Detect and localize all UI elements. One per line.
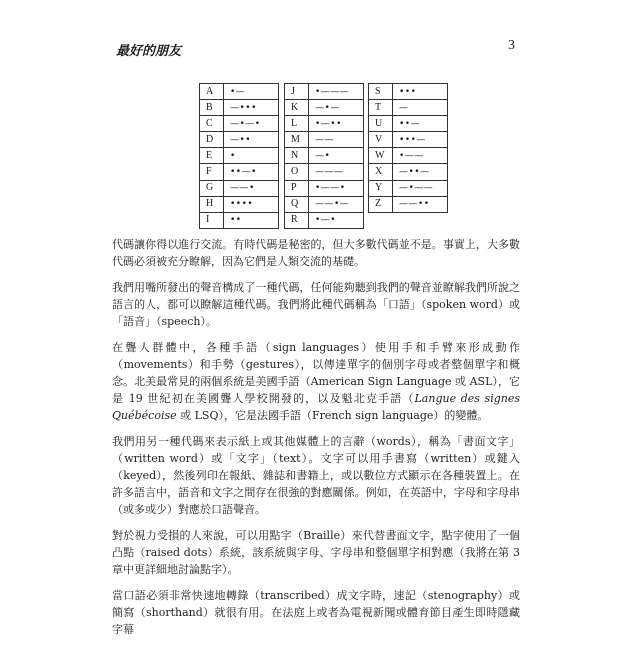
morse-code: ••—•	[224, 164, 279, 180]
morse-letter: L	[285, 116, 309, 132]
page-number: 3	[508, 38, 515, 53]
morse-code: •	[224, 148, 279, 164]
paragraph-written-word: 我們用另一種代碼來表示紙上或其他媒體上的言辭（words），稱為「書面文字」（written word）或「文字」（text）。文字可以用手書寫（written）或鍵入（keyed），然後列印在報紙、雜誌和書籍上，或以數位方式顯示在各種裝置上。在許多語言中，語音和文字之間存在很強的對應關係。例如，在英語中，字母和字母串（或多或少）對應於口語聲音。	[112, 435, 520, 516]
morse-letter: G	[200, 180, 224, 196]
morse-row	[285, 212, 364, 228]
morse-code: —•——	[393, 180, 448, 196]
morse-code: —•—	[309, 100, 364, 116]
morse-code: —•	[309, 148, 364, 164]
morse-letter: Q	[285, 196, 309, 212]
lsq-name-italic: Langue des signes Québécoise	[112, 392, 520, 422]
morse-row	[285, 164, 364, 180]
morse-code: —••	[224, 132, 279, 148]
morse-letter: Y	[369, 180, 393, 196]
morse-letter: K	[285, 100, 309, 116]
morse-table-j-r	[284, 83, 364, 229]
morse-table-s-z	[368, 83, 448, 213]
morse-letter: A	[200, 84, 224, 100]
morse-row	[285, 100, 364, 116]
morse-letter: P	[285, 180, 309, 196]
morse-code: —•—•	[224, 116, 279, 132]
body-text	[112, 236, 520, 647]
morse-letter: F	[200, 164, 224, 180]
morse-row	[200, 116, 279, 132]
paragraph-spoken-word: 我們用嘴所發出的聲音構成了一種代碼，任何能夠聽到我們的聲音並瞭解我們所說之語言的人，都可以瞭解這種代碼。我們將此種代碼稱為「口語」（spoken word）或「語音」（speech）。	[112, 281, 520, 328]
morse-letter: C	[200, 116, 224, 132]
morse-letter: D	[200, 132, 224, 148]
paragraph-stenography: 當口語必須非常快速地轉錄（transcribed）成文字時，速記（stenography）或簡寫（shorthand）就很有用。在法庭上或者為電視新聞或體育節目產生即時隱藏字幕	[112, 589, 520, 636]
morse-row	[369, 116, 448, 132]
morse-row	[200, 196, 279, 212]
morse-code: •——	[393, 148, 448, 164]
morse-code: •—	[224, 84, 279, 100]
morse-row	[200, 212, 279, 228]
morse-code: •—•	[309, 212, 364, 228]
morse-letter: J	[285, 84, 309, 100]
morse-code: •••	[393, 84, 448, 100]
morse-letter: S	[369, 84, 393, 100]
morse-code: —	[393, 100, 448, 116]
morse-row	[200, 180, 279, 196]
morse-letter: V	[369, 132, 393, 148]
morse-letter: W	[369, 148, 393, 164]
morse-letter: Z	[369, 196, 393, 212]
morse-code: —•••	[224, 100, 279, 116]
morse-letter: T	[369, 100, 393, 116]
paragraph-sign-language-part1: 在聾人群體中，各種手語（sign languages）使用手和手臂來形成動作（movements）和手勢（gestures），以傳達單字的個別字母或者整個單字和概念。北美最常見的兩個系統是美國手語（American Sign Language 或 ASL），它是 19 世紀初在美國聾人學校開發的，以及魁北克手語（	[112, 341, 520, 405]
paragraph-sign-language-part2: 或 LSQ），它是法國手語（French sign language）的變體。	[176, 409, 489, 422]
morse-row	[369, 132, 448, 148]
morse-code: —••—	[393, 164, 448, 180]
morse-letter: H	[200, 196, 224, 212]
morse-code: •—••	[309, 116, 364, 132]
morse-row	[285, 148, 364, 164]
morse-row	[285, 196, 364, 212]
paragraph-codes: 代碼讓你得以進行交流。有時代碼是秘密的，但大多數代碼並不是。事實上，大多數代碼必須被充分瞭解，因為它們是人類交流的基礎。	[112, 238, 520, 268]
morse-row	[369, 100, 448, 116]
morse-row	[200, 164, 279, 180]
morse-row	[369, 164, 448, 180]
morse-code: •——•	[309, 180, 364, 196]
morse-row	[200, 132, 279, 148]
morse-letter: X	[369, 164, 393, 180]
morse-code: ——••	[393, 196, 448, 212]
paragraph-braille: 對於視力受損的人來說，可以用點字（Braille）來代替書面文字，點字使用了一個凸點（raised dots）系統，該系統與字母、字母串和整個單字相對應（我將在第 3 章中更詳細地討論點字）。	[112, 529, 520, 576]
morse-letter: M	[285, 132, 309, 148]
morse-row	[285, 116, 364, 132]
morse-letter: U	[369, 116, 393, 132]
morse-code: ••—	[393, 116, 448, 132]
morse-row	[285, 180, 364, 196]
paragraph-sign-language	[112, 339, 520, 424]
morse-letter: R	[285, 212, 309, 228]
morse-row	[369, 84, 448, 100]
morse-letter: E	[200, 148, 224, 164]
morse-table-a-i	[199, 83, 279, 229]
morse-letter: I	[200, 212, 224, 228]
morse-row	[369, 196, 448, 212]
morse-code: ———	[309, 164, 364, 180]
morse-row	[369, 180, 448, 196]
morse-code: ——	[309, 132, 364, 148]
morse-code: •••—	[393, 132, 448, 148]
morse-row	[285, 132, 364, 148]
morse-code: ••	[224, 212, 279, 228]
morse-code: ——•—	[309, 196, 364, 212]
morse-code: ——•	[224, 180, 279, 196]
morse-letter: N	[285, 148, 309, 164]
morse-row	[200, 100, 279, 116]
running-header-title: 最好的朋友	[116, 44, 182, 59]
morse-letter: O	[285, 164, 309, 180]
morse-code: ••••	[224, 196, 279, 212]
morse-row	[200, 148, 279, 164]
morse-code: •———	[309, 84, 364, 100]
morse-letter: B	[200, 100, 224, 116]
morse-row	[200, 84, 279, 100]
morse-row	[369, 148, 448, 164]
morse-row	[285, 84, 364, 100]
